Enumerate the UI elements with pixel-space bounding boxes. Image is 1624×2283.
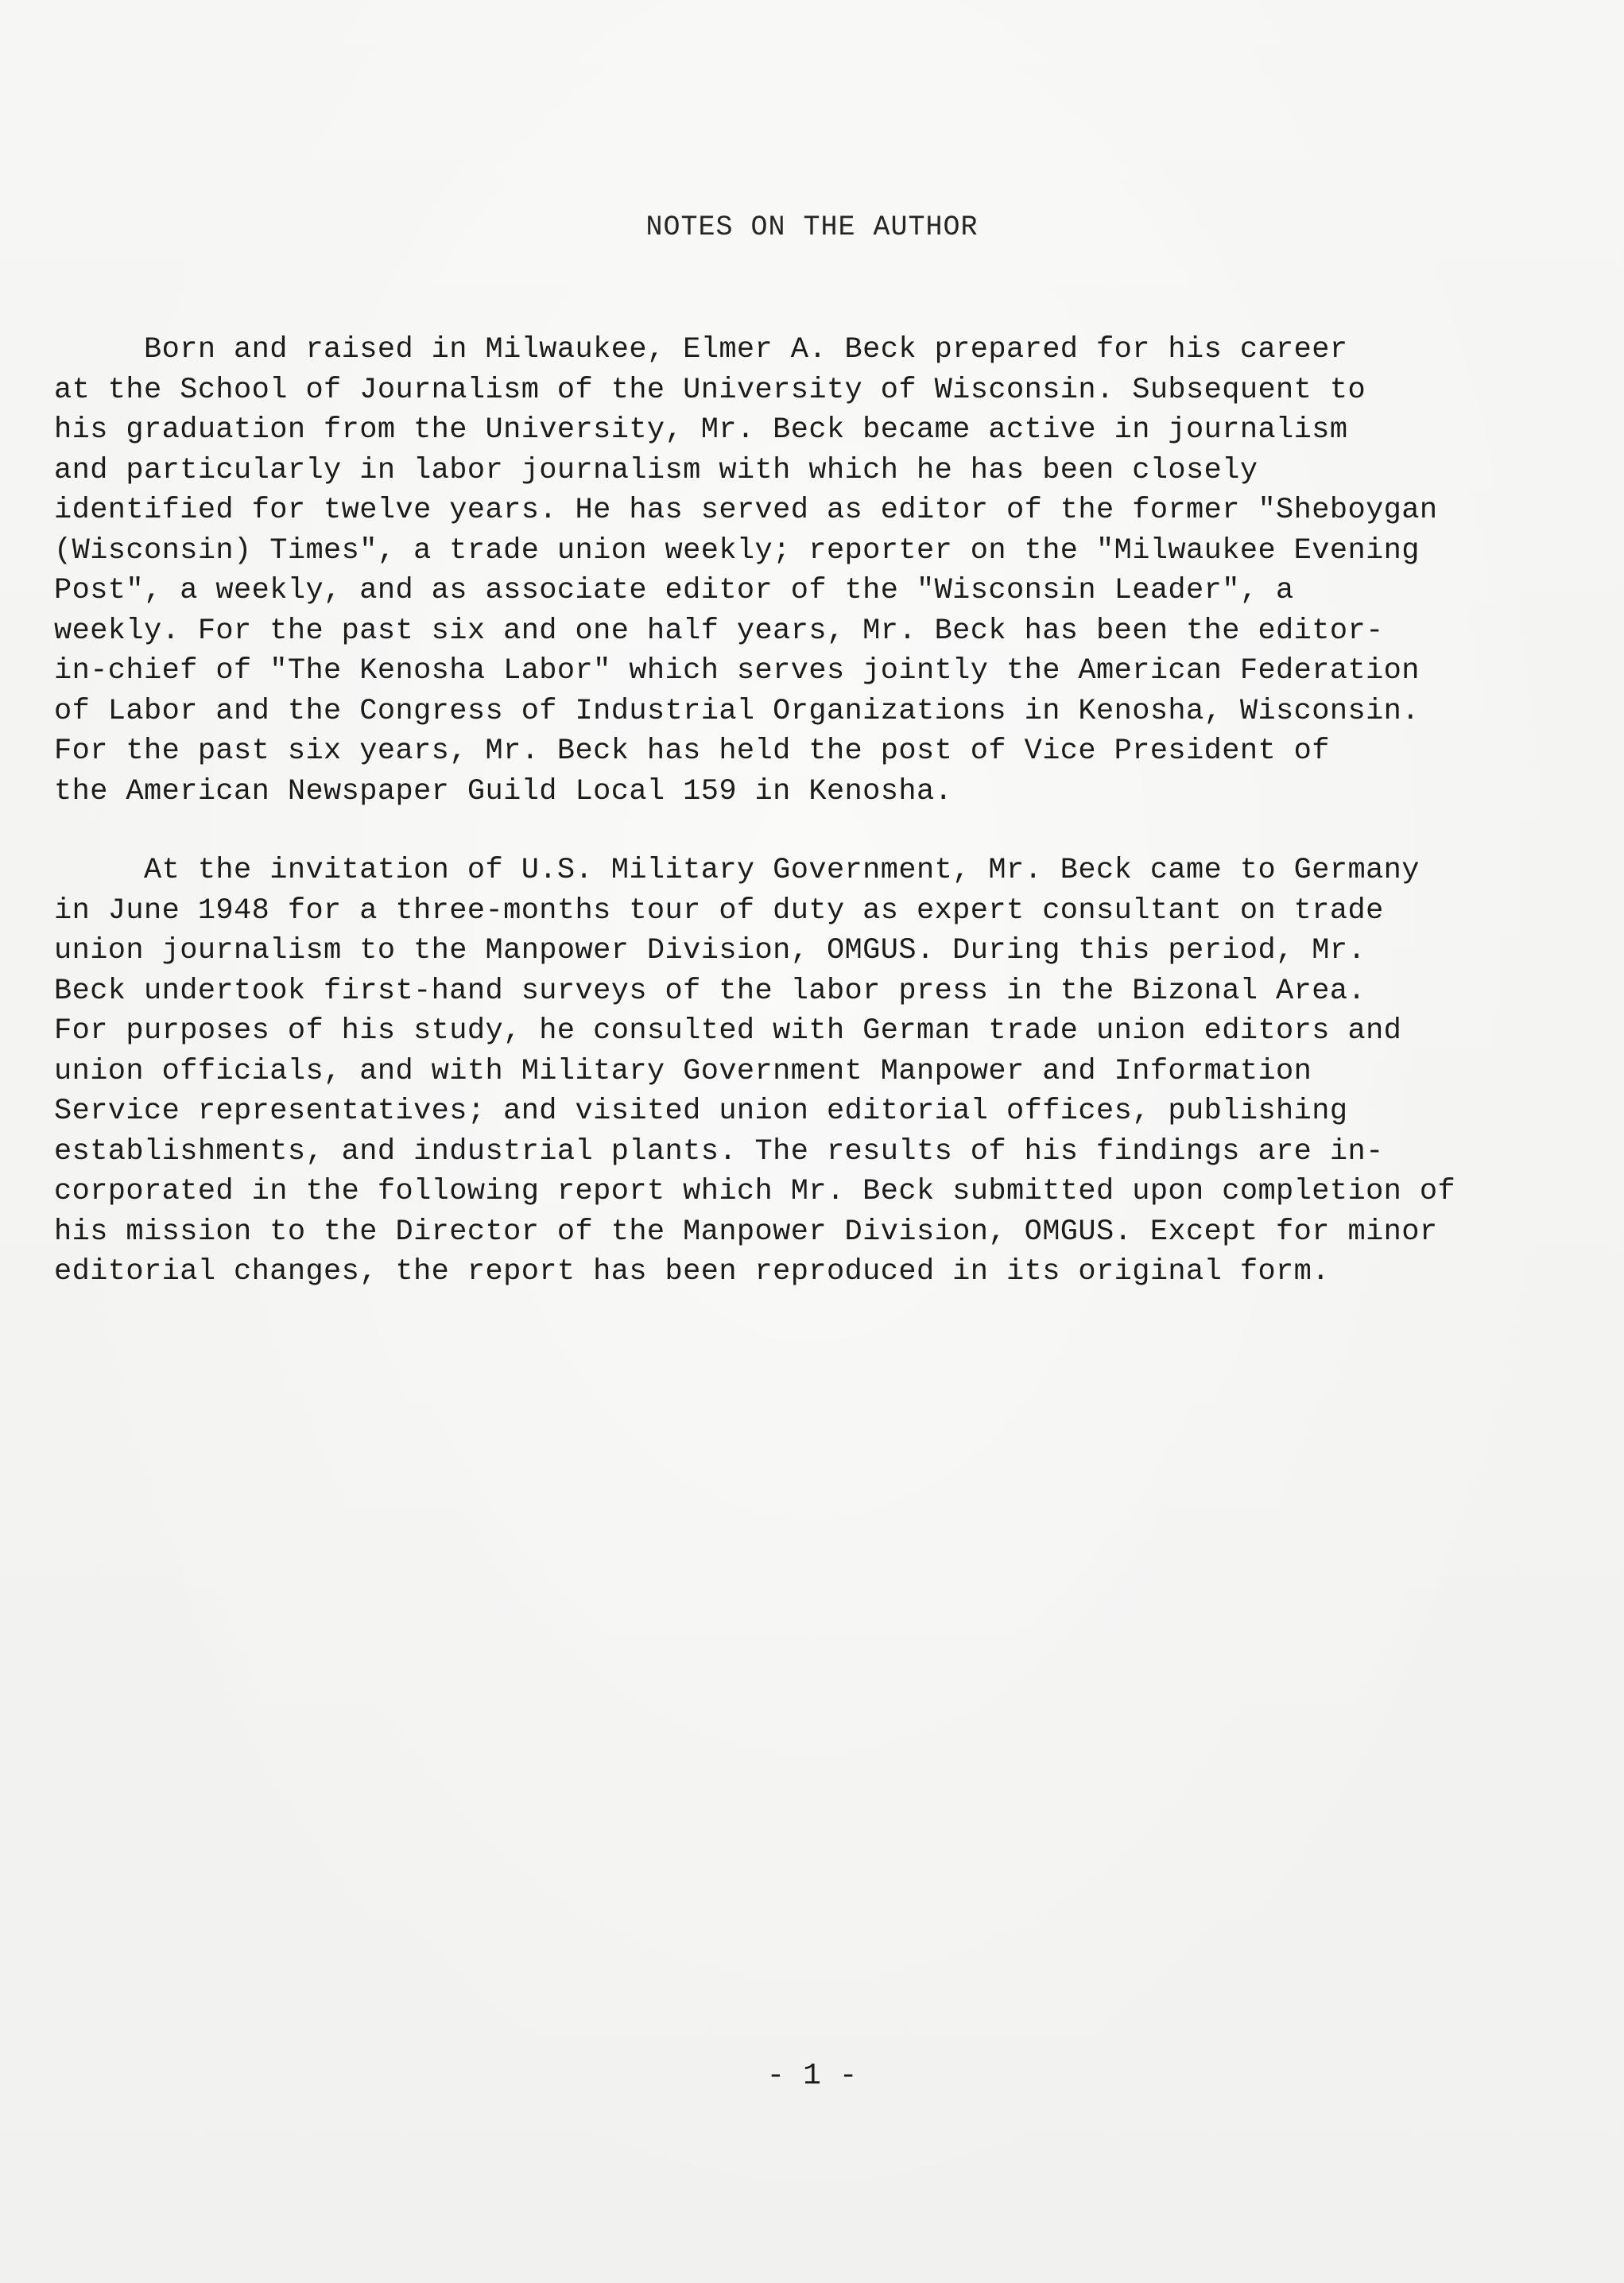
text-line: corporated in the following report which Mr. Beck submitted upon completion of — [54, 1175, 1456, 1208]
text-line: editorial changes, the report has been reproduced in its original form. — [54, 1255, 1330, 1289]
page-title: NOTES ON THE AUTHOR — [645, 211, 979, 243]
text-line: Service representatives; and visited union editorial offices, publishing — [54, 1095, 1348, 1128]
text-line: At the invitation of U.S. Military Government, Mr. Beck came to Germany — [54, 854, 1420, 887]
text-line: For purposes of his study, he consulted with German trade union editors and — [54, 1014, 1402, 1048]
text-line: union officials, and with Military Government Manpower and Information — [54, 1054, 1312, 1088]
text-line: identified for twelve years. He has served as editor of the former "Sheboygan — [54, 494, 1438, 527]
text-line: establishments, and industrial plants. The results of his findings are in- — [54, 1134, 1384, 1169]
text-line: of Labor and the Congress of Industrial Organizations in Kenosha, Wisconsin. — [54, 694, 1420, 728]
text-line: the American Newspaper Guild Local 159 in Kenosha. — [54, 774, 953, 808]
text-line: and particularly in labor journalism with which he has been closely — [54, 453, 1258, 487]
text-line: at the School of Journalism of the University of Wisconsin. Subsequent to — [54, 373, 1366, 407]
text-line: Beck undertook first-hand surveys of the labor press in the Bizonal Area. — [54, 974, 1366, 1008]
text-line: Post", a weekly, and as associate editor of the "Wisconsin Leader", a — [54, 574, 1294, 607]
text-line: in-chief of "The Kenosha Labor" which serves jointly the American Federation — [54, 654, 1420, 688]
text-line: his graduation from the University, Mr. Beck became active in journalism — [54, 413, 1348, 447]
text-line: Born and raised in Milwaukee, Elmer A. Beck prepared for his career — [54, 333, 1348, 366]
page-number: - 1 - — [766, 2059, 858, 2093]
paragraph-biography — [54, 330, 1596, 812]
text-line: weekly. For the past six and one half years, Mr. Beck has been the editor- — [54, 614, 1384, 648]
text-line: (Wisconsin) Times", a trade union weekly; reporter on the "Milwaukee Evening — [54, 533, 1420, 568]
text-line: For the past six years, Mr. Beck has held the post of Vice President of — [54, 735, 1330, 768]
paragraph-mission — [54, 851, 1596, 1293]
text-line: in June 1948 for a three-months tour of duty as expert consultant on trade — [54, 893, 1384, 928]
text-line: his mission to the Director of the Manpower Division, OMGUS. Except for minor — [54, 1215, 1438, 1249]
text-line: union journalism to the Manpower Division, OMGUS. During this period, Mr. — [54, 934, 1366, 967]
